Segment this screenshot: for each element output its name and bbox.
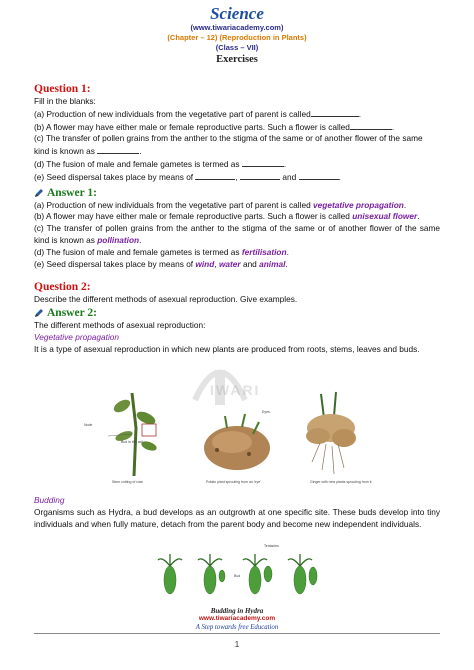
answer-2-heading: Answer 2: [34, 306, 440, 320]
budding-section [34, 495, 440, 530]
a1-item-d: (d) The fusion of male and female gametes is termed as fertilisation. [34, 246, 289, 257]
page-header [0, 4, 474, 67]
main-content [34, 82, 440, 356]
question-1-heading: Question 1: [34, 83, 91, 95]
pencil-icon [34, 308, 44, 318]
page-number: 1 [234, 640, 240, 649]
blank [350, 121, 392, 130]
budding-heading: Budding [34, 495, 65, 505]
hydra-budding-image [150, 542, 325, 604]
potato-caption: Potato plant sprouting from an 'eye' [206, 480, 261, 484]
a1-item-a: (a) Production of new individuals from the vegetative part of parent is called vegetative propagation. [34, 199, 407, 210]
ginger-image [296, 388, 366, 478]
chapter-line: (Chapter – 12) (Reproduction in Plants) [167, 33, 307, 42]
q1-item-b: (b) A flower may have either male or female reproductive parts. Such a flower is called . [34, 121, 395, 132]
class-line: (Class – VII) [215, 43, 259, 52]
page-title: Science [210, 4, 264, 23]
potato-image [197, 410, 277, 475]
q1-item-d: (d) The fusion of male and female gametes is termed as . [34, 158, 287, 169]
a1-item-b: (b) A flower may have either male or female reproductive parts. Such a flower is called unisexual flower. [34, 211, 420, 222]
answer-1-heading: Answer 1: [34, 186, 440, 200]
q1-item-e: (e) Seed dispersal takes place by means of , and . [34, 171, 341, 182]
budding-text: Organisms such as Hydra, a bud develops as an outgrowth at one specific site. These buds develop into tiny individuals and when fully mature, detach from the parent body and become new independent individuals. [34, 506, 440, 529]
vegetative-heading: Vegetative propagation [34, 331, 120, 342]
a1-item-e: (e) Seed dispersal takes place by means of wind, water and animal. [34, 258, 288, 269]
hydra-caption: Budding in Hydra [210, 607, 264, 615]
section-title: Exercises [216, 54, 258, 65]
hydra-bud-label: Bud [234, 574, 241, 578]
vegetative-text: It is a type of asexual reproduction in which new plants are produced from roots, stems, leaves and buds. [34, 343, 420, 354]
question-2-heading: Question 2: [34, 281, 91, 294]
page-footer [0, 614, 474, 632]
q2-text: Describe the different methods of asexual reproduction. Give examples. [34, 294, 298, 305]
q1-item-a: (a) Production of new individuals from the vegetative part of parent is called . [34, 108, 362, 119]
q1-item-c: (c) The transfer of pollen grains from the anther to the stigma of the same or of another flower of the same kind is known as . [34, 133, 423, 157]
website-line: (www.tiwariacademy.com) [190, 23, 284, 32]
footer-divider [34, 633, 440, 634]
footer-website[interactable]: www.tiwariacademy.com [198, 615, 276, 622]
blank [195, 171, 235, 180]
blank [97, 145, 139, 154]
vegetative-figures [34, 388, 440, 488]
tentacles-label: Tentacles [264, 544, 279, 548]
q1-intro: Fill in the blanks: [34, 96, 96, 106]
pencil-icon [34, 188, 44, 198]
a1-item-c: (c) The transfer of pollen grains from the anther to the stigma of the same or of another flower of the same kind is known as pollination. [34, 223, 440, 245]
rose-caption: Stem cutting of rose [112, 480, 144, 484]
blank [242, 158, 284, 167]
blank [311, 108, 359, 117]
blank [240, 171, 280, 180]
watermark-text: IWARI [210, 382, 261, 398]
ginger-caption: Ginger with new plants sprouting from it [310, 480, 372, 484]
rose-stem-cutting-image [94, 388, 174, 478]
a2-intro: The different methods of asexual reproduction: [34, 320, 206, 331]
blank [299, 171, 339, 180]
bud-label: Bud in the axil [121, 440, 143, 444]
footer-tagline: A Step towards free Education [195, 624, 279, 631]
eyes-label: Eyes [262, 410, 270, 414]
node-label: Node [84, 423, 93, 427]
